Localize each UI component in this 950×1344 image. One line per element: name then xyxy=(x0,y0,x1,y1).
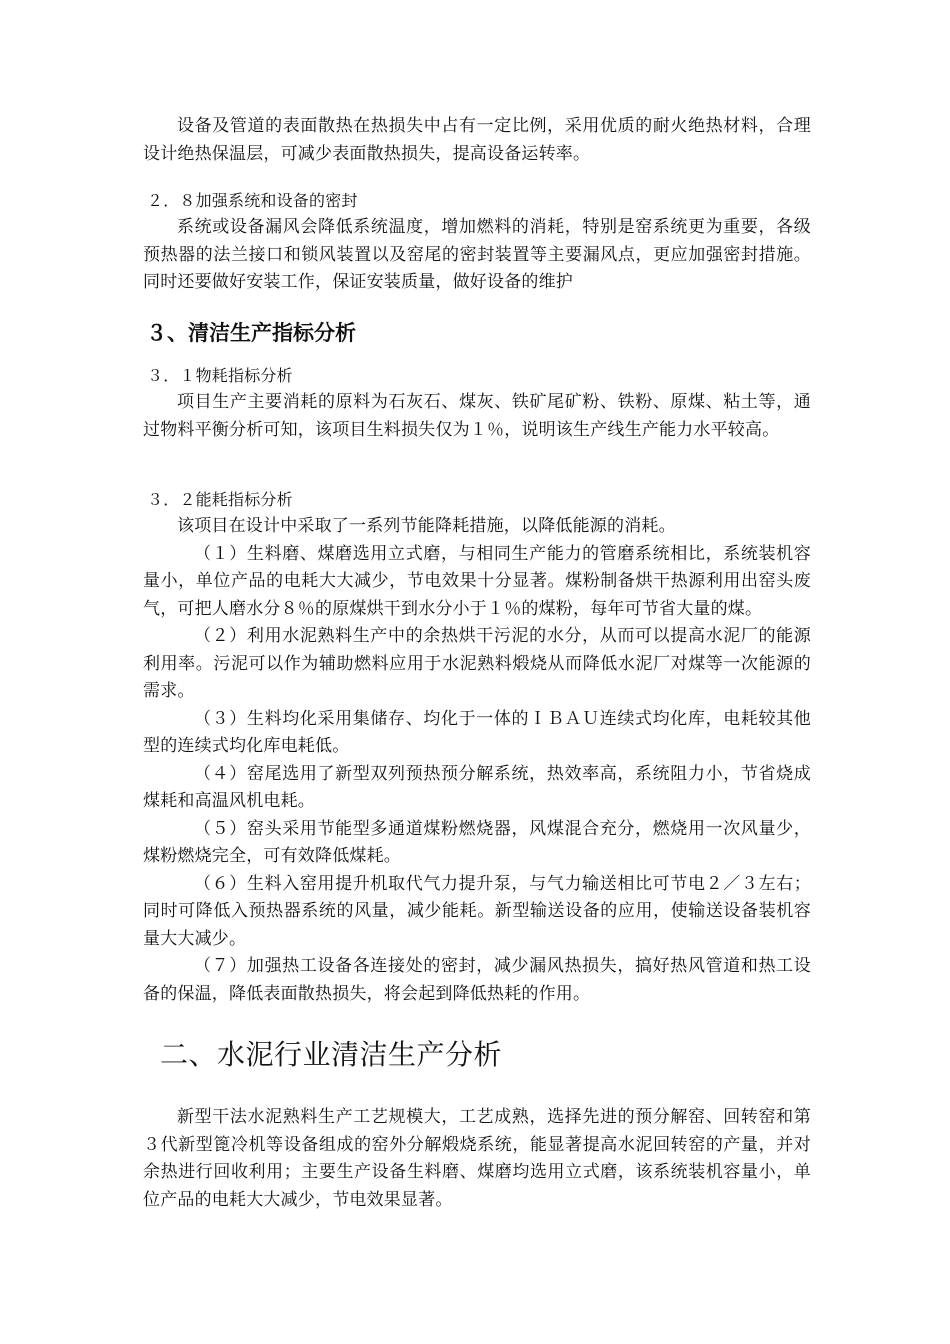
section-3-2-heading: ３．２能耗指标分析 xyxy=(147,490,293,509)
measure-item-3: （３）生料均化采用集储存、均化于一体的ＩＢＡＵ连续式均化库，电耗较其他型的连续式均化库电耗低。 xyxy=(143,708,811,756)
section-3-1-heading: ３．１物耗指标分析 xyxy=(147,366,293,385)
section-2-8-heading: ２．８加强系统和设备的密封 xyxy=(147,191,358,210)
section-2-8-paragraph: 系统或设备漏风会降低系统温度，增加燃料的消耗，特别是窑系统更为重要，各级预热器的法兰接口和锁风装置以及窑尾的密封装置等主要漏风点，更应加强密封措施。同时还要做好安装工作，保证安装质量，做好设备的维护 xyxy=(143,217,811,292)
measure-item-4: （４）窑尾选用了新型双列预热预分解系统，热效率高，系统阻力小，节省烧成煤耗和高温风机电耗。 xyxy=(143,763,811,811)
section-3-heading: ３、清洁生产指标分析 xyxy=(146,320,356,345)
measure-item-1: （１）生料磨、煤磨选用立式磨，与相同生产能力的管磨系统相比，系统装机容量小，单位产品的电耗大大减少，节电效果十分显著。煤粉制备烘干热源利用出窑头废气，可把人磨水分８％的原煤烘干到水分小于１％的煤粉，每年可节省大量的煤。 xyxy=(143,543,811,619)
intro-block xyxy=(143,113,811,168)
section-3-1-paragraph: 项目生产主要消耗的原料为石灰石、煤灰、铁矿尾矿粉、铁粉、原煤、粘土等，通过物料平衡分析可知，该项目生料损失仅为１％，说明该生产线生产能力水平较高。 xyxy=(143,392,811,440)
section-2-8 xyxy=(143,187,811,297)
section-3-2 xyxy=(143,486,811,1008)
measure-item-2: （２）利用水泥熟料生产中的余热烘干污泥的水分，从而可以提高水泥厂的能源利用率。污泥可以作为辅助燃料应用于水泥熟料煅烧从而降低水泥厂对煤等一次能源的需求。 xyxy=(143,626,811,701)
measure-item-7: （７）加强热工设备各连接处的密封，减少漏风热损失，搞好热风管道和热工设备的保温，降低表面散热损失，将会起到降低热耗的作用。 xyxy=(143,956,811,1004)
chapter-2-heading: 二、水泥行业清洁生产分析 xyxy=(160,1038,503,1071)
measure-item-6: （６）生料入窑用提升机取代气力提升泵，与气力输送相比可节电２／３左右；同时可降低入预热器系统的风量，减少能耗。新型输送设备的应用，使输送设备装机容量大大减少。 xyxy=(143,873,811,949)
chapter-2-block xyxy=(143,1104,811,1214)
intro-paragraph: 设备及管道的表面散热在热损失中占有一定比例，采用优质的耐火绝热材料，合理设计绝热保温层，可减少表面散热损失，提高设备运转率。 xyxy=(143,116,811,164)
section-3-2-intro: 该项目在设计中采取了一系列节能降耗措施，以降低能源的消耗。 xyxy=(177,516,676,536)
section-3-1 xyxy=(143,362,811,444)
chapter-2-paragraph: 新型干法水泥熟料生产工艺规模大，工艺成熟，选择先进的预分解窑、回转窑和第３代新型篦冷机等设备组成的窑外分解煅烧系统，能显著提高水泥回转窑的产量，并对余热进行回收利用；主要生产设备生料磨、煤磨均选用立式磨，该系统装机容量小，单位产品的电耗大大减少，节电效果显著。 xyxy=(143,1107,811,1210)
measure-item-5: （５）窑头采用节能型多通道煤粉燃烧器，风煤混合充分，燃烧用一次风量少，煤粉燃烧完全，可有效降低煤耗。 xyxy=(143,818,811,866)
